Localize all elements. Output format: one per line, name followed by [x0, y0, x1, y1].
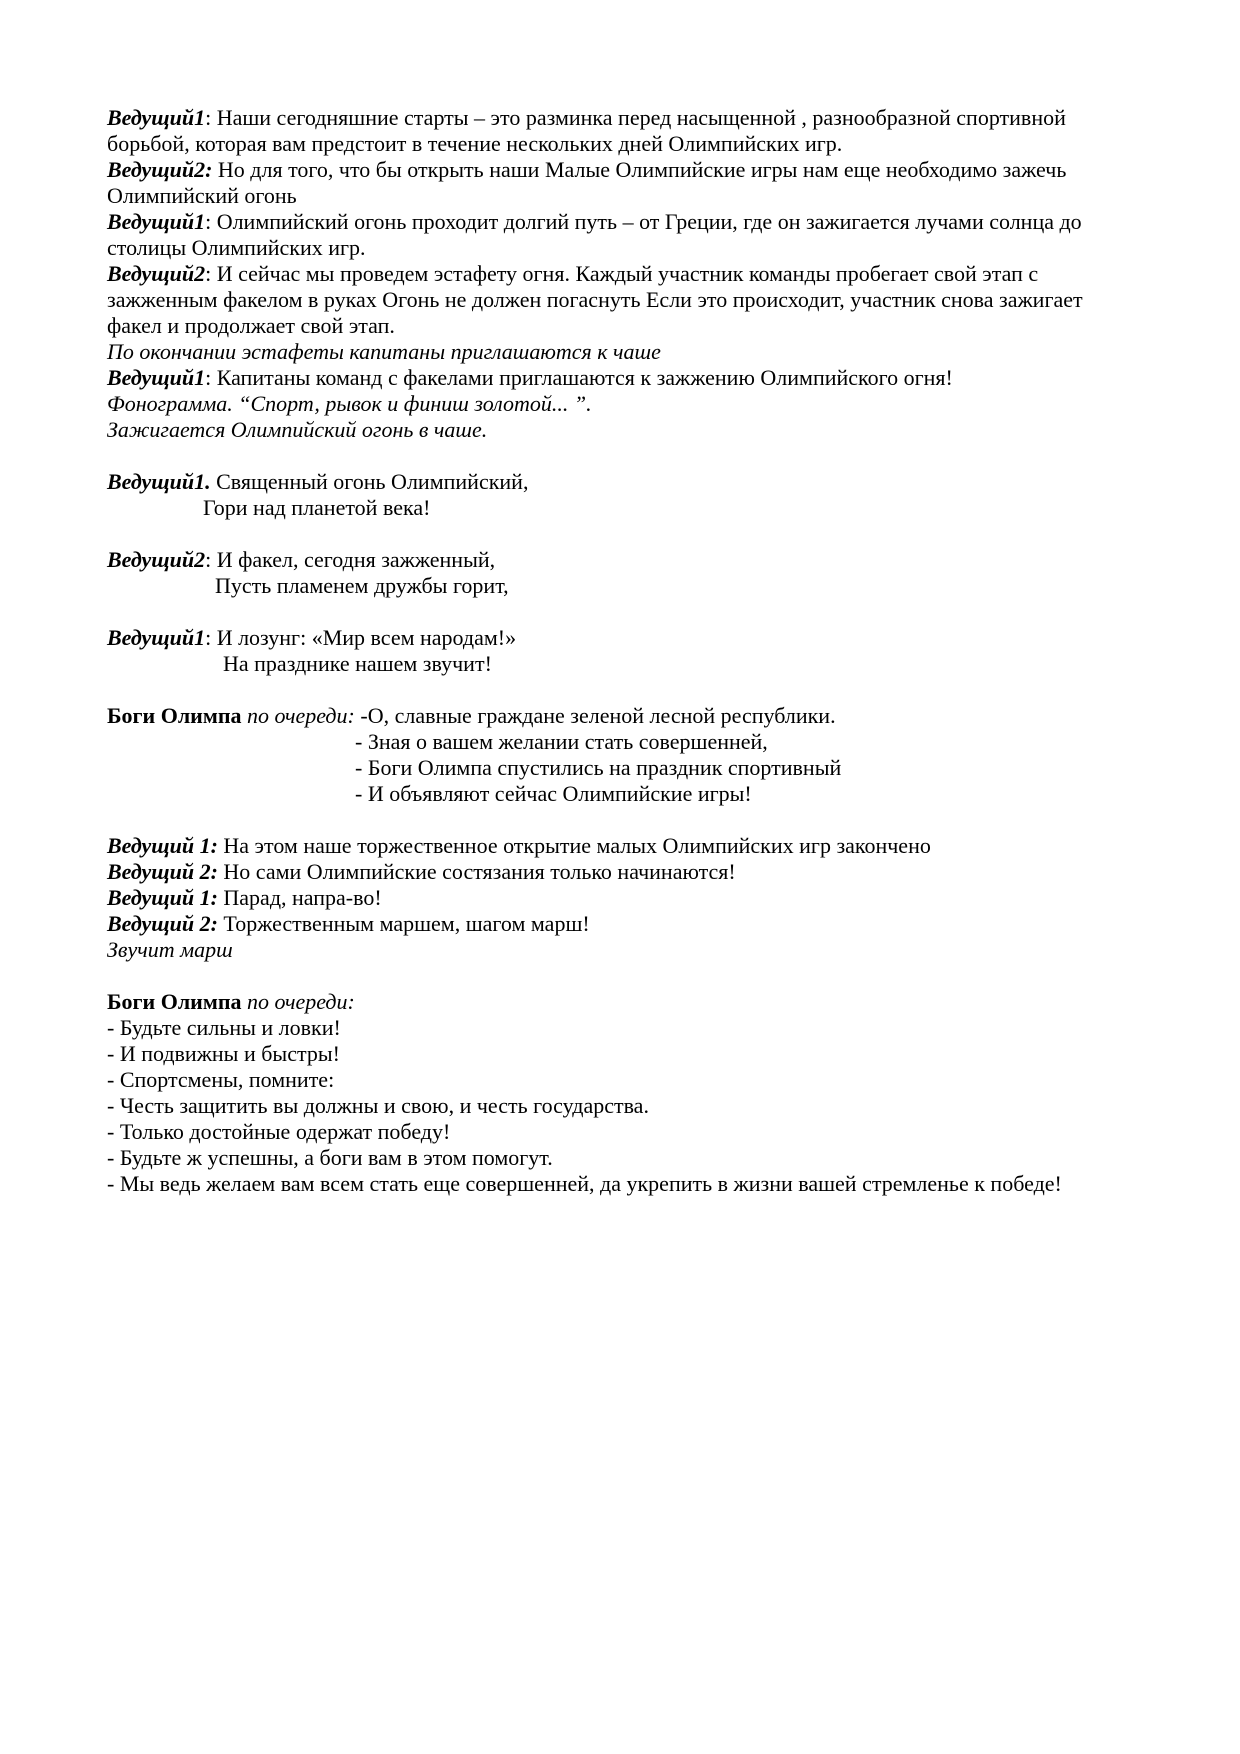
- dialogue-text: - Только достойные одержат победу!: [107, 1119, 451, 1144]
- dialogue-text: Священный огонь Олимпийский,: [210, 469, 529, 494]
- paragraph: [107, 469, 1137, 495]
- dialogue-text: - Боги Олимпа спустились на праздник спортивный: [355, 755, 842, 780]
- dialogue-text: - Будьте ж успешны, а боги вам в этом помогут.: [107, 1145, 553, 1170]
- stage-direction: по очереди:: [247, 703, 355, 728]
- paragraph: [107, 417, 1137, 443]
- paragraph: [107, 833, 1137, 859]
- paragraph: [107, 989, 1137, 1015]
- speaker-label: Ведущий1: [107, 365, 206, 390]
- speaker-label: Ведущий 1:: [107, 833, 218, 858]
- blank-line: [107, 443, 1137, 469]
- dialogue-text: На празднике нашем звучит!: [223, 651, 492, 676]
- paragraph: [107, 365, 1137, 391]
- dialogue-text: Но для того, что бы открыть наши Малые Олимпийские игры нам еще необходимо зажечь Олимпийский огонь: [107, 157, 1067, 208]
- paragraph: [107, 703, 1137, 729]
- paragraph: [107, 157, 1137, 209]
- dialogue-text: Торжественным маршем, шагом марш!: [217, 911, 590, 936]
- paragraph: [203, 495, 1137, 521]
- paragraph: [107, 339, 1137, 365]
- stage-direction: Фонограмма. “Спорт, рывок и финиш золотой... ”.: [107, 391, 592, 416]
- blank-line: [107, 963, 1137, 989]
- speaker-label: Ведущий1: [107, 105, 206, 130]
- paragraph: [355, 729, 1137, 755]
- dialogue-text: - Мы ведь желаем вам всем стать еще совершенней, да укрепить в жизни вашей стремленье к победе!: [107, 1171, 1062, 1196]
- dialogue-text: Гори над планетой века!: [203, 495, 431, 520]
- paragraph: [215, 573, 1137, 599]
- speaker-label: Боги Олимпа: [107, 703, 242, 728]
- paragraph: [355, 755, 1137, 781]
- paragraph: [107, 1067, 1137, 1093]
- speaker-label: Ведущий2:: [107, 157, 213, 182]
- speaker-label: Ведущий 1:: [107, 885, 218, 910]
- speaker-label: Ведущий1.: [107, 469, 211, 494]
- paragraph: [107, 547, 1137, 573]
- speaker-label: Ведущий 2:: [107, 859, 218, 884]
- stage-direction: по очереди:: [247, 989, 355, 1014]
- dialogue-text: - Будьте сильны и ловки!: [107, 1015, 341, 1040]
- paragraph: [107, 391, 1137, 417]
- paragraph: [107, 1093, 1137, 1119]
- paragraph: [107, 911, 1137, 937]
- paragraph: [107, 1015, 1137, 1041]
- paragraph: [107, 261, 1137, 339]
- speaker-label: Ведущий1: [107, 209, 206, 234]
- paragraph: [107, 859, 1137, 885]
- paragraph: [107, 1171, 1137, 1197]
- paragraph: [355, 781, 1137, 807]
- speaker-label: Ведущий2: [107, 547, 206, 572]
- paragraph: [107, 1119, 1137, 1145]
- dialogue-text: Парад, напра-во!: [217, 885, 382, 910]
- dialogue-text: - И подвижны и быстры!: [107, 1041, 340, 1066]
- dialogue-text: - Зная о вашем желании стать совершенней,: [355, 729, 768, 754]
- speaker-label: Ведущий2: [107, 261, 206, 286]
- dialogue-text: Пусть пламенем дружбы горит,: [215, 573, 509, 598]
- dialogue-text: : Олимпийский огонь проходит долгий путь – от Греции, где он зажигается лучами солнца до столицы Олимпийских игр.: [107, 209, 1082, 260]
- blank-line: [107, 521, 1137, 547]
- dialogue-text: : Наши сегодняшние старты – это разминка перед насыщенной , разнообразной спортивной борьбой, которая вам предстоит в течение нескольких дней Олимпийских игр.: [107, 105, 1066, 156]
- paragraph: [107, 625, 1137, 651]
- dialogue-text: -О, славные граждане зеленой лесной республики.: [354, 703, 836, 728]
- dialogue-text: : И лозунг: «Мир всем народам!»: [205, 625, 517, 650]
- dialogue-text: : И сейчас мы проведем эстафету огня. Каждый участник команды пробегает свой этап с зажженным факелом в руках Огонь не должен погаснуть Если это происходит, участник снова зажигает факел и продолжает свой этап.: [107, 261, 1083, 338]
- paragraph: [107, 105, 1137, 157]
- paragraph: [223, 651, 1137, 677]
- paragraph: [107, 209, 1137, 261]
- dialogue-text: - Честь защитить вы должны и свою, и честь государства.: [107, 1093, 649, 1118]
- dialogue-text: - И объявляют сейчас Олимпийские игры!: [355, 781, 752, 806]
- stage-direction: Звучит марш: [107, 937, 233, 962]
- speaker-label: Боги Олимпа: [107, 989, 242, 1014]
- dialogue-text: На этом наше торжественное открытие малых Олимпийских игр закончено: [217, 833, 931, 858]
- paragraph: [107, 1145, 1137, 1171]
- paragraph: [107, 937, 1137, 963]
- dialogue-text: - Спортсмены, помните:: [107, 1067, 335, 1092]
- speaker-label: Ведущий 2:: [107, 911, 218, 936]
- document-body: [107, 105, 1137, 1197]
- dialogue-text: : Капитаны команд с факелами приглашаются к зажжению Олимпийского огня!: [205, 365, 953, 390]
- dialogue-text: : И факел, сегодня зажженный,: [205, 547, 496, 572]
- paragraph: [107, 885, 1137, 911]
- dialogue-text: Но сами Олимпийские состязания только начинаются!: [217, 859, 736, 884]
- blank-line: [107, 599, 1137, 625]
- paragraph: [107, 1041, 1137, 1067]
- blank-line: [107, 807, 1137, 833]
- speaker-label: Ведущий1: [107, 625, 206, 650]
- stage-direction: Зажигается Олимпийский огонь в чаше.: [107, 417, 488, 442]
- blank-line: [107, 677, 1137, 703]
- stage-direction: По окончании эстафеты капитаны приглашаются к чаше: [107, 339, 661, 364]
